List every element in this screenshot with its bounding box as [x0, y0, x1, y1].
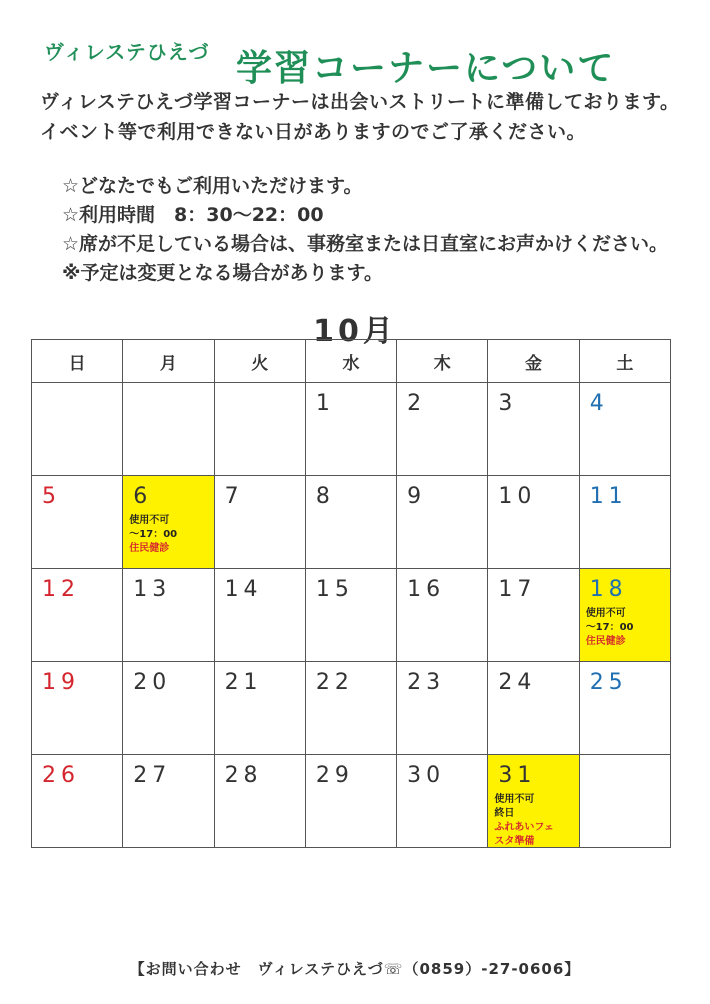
- calendar-day-cell: [214, 662, 305, 755]
- day-cell-body: [32, 476, 122, 568]
- calendar-day-cell: [397, 569, 488, 662]
- day-number: 3: [498, 391, 518, 416]
- calendar-day-cell: [488, 476, 579, 569]
- weekday-wed: 水: [305, 340, 396, 383]
- memo-line: ～17：00: [129, 529, 178, 540]
- day-cell-body: [215, 755, 305, 847]
- calendar-day-cell: [214, 569, 305, 662]
- memo-line: 終日: [494, 808, 515, 819]
- day-cell-body: [580, 476, 670, 568]
- day-number: 16: [407, 577, 446, 602]
- day-number: 23: [407, 670, 446, 695]
- day-cell-body: [123, 383, 213, 475]
- calendar-day-cell: [214, 476, 305, 569]
- calendar-day-cell: [305, 476, 396, 569]
- weekday-thu: 木: [397, 340, 488, 383]
- day-cell-body: [488, 476, 578, 568]
- day-number: 12: [42, 577, 80, 602]
- day-cell-body: [306, 662, 396, 754]
- calendar-week-row: [32, 755, 671, 848]
- closed-day-highlight: [488, 755, 578, 847]
- day-number: 24: [498, 670, 537, 695]
- day-cell-body: [580, 662, 670, 754]
- day-cell-body: [215, 476, 305, 568]
- note-hours: ☆利用時間 8：30～22：00: [62, 204, 324, 226]
- calendar-day-cell: [214, 383, 305, 476]
- memo-line: ～17：00: [585, 622, 634, 633]
- day-memo: [586, 607, 634, 649]
- calendar-day-cell: [579, 476, 670, 569]
- calendar-day-cell: [397, 755, 488, 848]
- day-number: 8: [315, 484, 335, 509]
- day-cell-body: [215, 569, 305, 661]
- day-cell-body: [306, 569, 396, 661]
- day-cell-body: [488, 662, 578, 754]
- calendar-day-cell: [305, 383, 396, 476]
- day-cell-body: [580, 755, 670, 847]
- day-cell-body: [397, 662, 487, 754]
- calendar-day-cell: [305, 755, 396, 848]
- note-anyone: ☆どなたでもご利用いただけます。: [62, 175, 363, 197]
- calendar-table: [31, 339, 671, 848]
- day-number: 7: [224, 484, 244, 509]
- calendar-day-cell: [397, 662, 488, 755]
- day-number: 13: [133, 577, 172, 602]
- day-cell-body: [488, 383, 578, 475]
- day-number: 27: [133, 763, 172, 788]
- day-cell-body: [306, 383, 396, 475]
- day-cell-body: [32, 569, 122, 661]
- day-number: 10: [498, 484, 537, 509]
- day-number: 30: [407, 763, 446, 788]
- calendar-day-cell: [397, 383, 488, 476]
- note-schedule-change: ※予定は変更となる場合があります。: [62, 262, 383, 284]
- note-seats: ☆席が不足している場合は、事務室または日直室にお声かけください。: [62, 233, 669, 255]
- day-number: 2: [407, 391, 427, 416]
- day-cell-body: [306, 755, 396, 847]
- day-number: 4: [589, 391, 609, 416]
- month-heading: 10月: [313, 314, 397, 349]
- weekday-tue: 火: [214, 340, 305, 383]
- day-cell-body: [397, 383, 487, 475]
- day-number: 14: [224, 577, 263, 602]
- calendar-week-row: [32, 383, 671, 476]
- calendar-week-row: [32, 569, 671, 662]
- day-number: 18: [589, 577, 628, 602]
- calendar-day-cell: [123, 476, 214, 569]
- calendar-day-cell: [488, 569, 579, 662]
- day-cell-body: [306, 476, 396, 568]
- closed-day-highlight: [123, 476, 213, 568]
- weekday-sun: 日: [32, 340, 123, 383]
- calendar-day-cell: [488, 755, 579, 848]
- memo-line: 使用不可: [585, 608, 626, 619]
- calendar-day-cell: [32, 662, 123, 755]
- weekday-sat: 土: [579, 340, 670, 383]
- calendar-day-cell: [579, 383, 670, 476]
- day-number: 21: [224, 670, 263, 695]
- weekday-mon: 月: [123, 340, 214, 383]
- day-number: 31: [498, 763, 537, 788]
- calendar-day-cell: [214, 755, 305, 848]
- day-cell-body: [123, 755, 213, 847]
- contact-footer: 【お問い合わせ ヴィレステひえづ☏（0859）-27-0606】: [129, 960, 581, 978]
- calendar-day-cell: [488, 383, 579, 476]
- day-cell-body: [397, 476, 487, 568]
- day-number: 9: [407, 484, 427, 509]
- day-cell-body: [123, 569, 213, 661]
- calendar-day-cell: [123, 569, 214, 662]
- closed-day-highlight: [580, 569, 670, 661]
- calendar-day-cell: [305, 569, 396, 662]
- calendar-day-cell: [123, 383, 214, 476]
- calendar-day-cell: [32, 383, 123, 476]
- calendar-day-cell: [123, 755, 214, 848]
- memo-reason: 住民健診: [585, 636, 626, 647]
- brand-name: ヴィレステひえづ: [44, 40, 210, 64]
- day-number: 29: [315, 763, 354, 788]
- memo-reason: スタ準備: [494, 836, 535, 847]
- calendar-day-cell: [32, 755, 123, 848]
- notes-list: [62, 172, 692, 288]
- calendar-day-cell: [32, 569, 123, 662]
- day-number: 5: [42, 484, 61, 509]
- calendar-week-row: [32, 662, 671, 755]
- memo-reason: ふれあいフェ: [494, 822, 554, 833]
- calendar-day-cell: [305, 662, 396, 755]
- calendar-week-row: [32, 476, 671, 569]
- day-cell-body: [215, 383, 305, 475]
- day-cell-body: [32, 383, 122, 475]
- day-number: 22: [315, 670, 354, 695]
- calendar-day-cell: [32, 476, 123, 569]
- day-number: 25: [589, 670, 628, 695]
- day-number: 6: [133, 484, 153, 509]
- calendar-day-cell: [579, 662, 670, 755]
- day-cell-body: [397, 569, 487, 661]
- day-cell-body: [32, 755, 122, 847]
- day-number: 1: [315, 391, 335, 416]
- day-number: 19: [42, 670, 80, 695]
- intro-text: ヴィレステひえづ学習コーナーは出会いストリートに準備しております。イベント等で利用できない日がありますのでご了承ください。: [40, 91, 680, 143]
- day-number: 11: [589, 484, 628, 509]
- day-cell-body: [32, 662, 122, 754]
- day-cell-body: [123, 662, 213, 754]
- day-number: 15: [315, 577, 354, 602]
- calendar-day-cell: [123, 662, 214, 755]
- calendar-day-cell: [579, 755, 670, 848]
- day-memo: [494, 793, 554, 849]
- memo-line: 使用不可: [494, 794, 535, 805]
- calendar-day-cell: [488, 662, 579, 755]
- day-number: 26: [42, 763, 80, 788]
- day-cell-body: [580, 383, 670, 475]
- day-cell-body: [397, 755, 487, 847]
- page-title: 学習コーナーについて: [236, 48, 616, 89]
- day-cell-body: [215, 662, 305, 754]
- day-memo: [129, 514, 177, 556]
- weekday-fri: 金: [488, 340, 579, 383]
- day-cell-body: [488, 569, 578, 661]
- calendar-day-cell: [579, 569, 670, 662]
- day-number: 28: [224, 763, 263, 788]
- memo-line: 使用不可: [129, 515, 170, 526]
- weekday-header-row: [32, 340, 671, 383]
- day-number: 20: [133, 670, 172, 695]
- memo-reason: 住民健診: [129, 543, 170, 554]
- calendar-day-cell: [397, 476, 488, 569]
- day-number: 17: [498, 577, 537, 602]
